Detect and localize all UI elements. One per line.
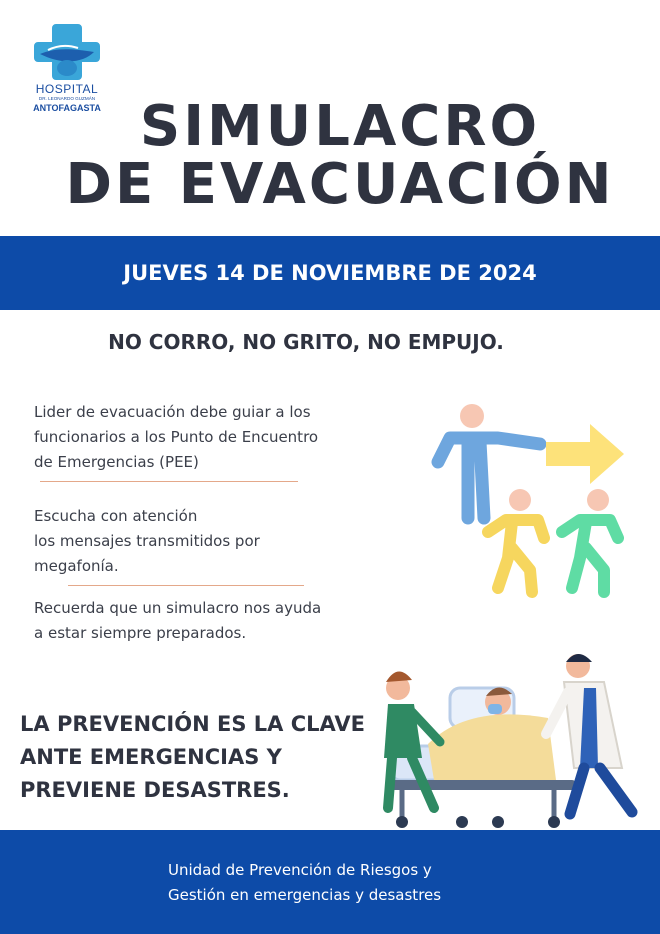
paragraph-line: funcionarios a los Punto de Encuentro <box>34 428 319 446</box>
paragraph-line: Lider de evacuación debe guiar a los <box>34 403 311 421</box>
footer-organization <box>168 858 441 908</box>
logo-hospital-text: HOSPITAL <box>35 82 99 96</box>
logo-subname-text: DR. LEONARDO GUZMÁN <box>38 96 96 101</box>
closing-line: LA PREVENCIÓN ES LA CLAVE <box>20 712 365 736</box>
paragraph-line: a estar siempre preparados. <box>34 624 247 642</box>
page-title-line-2: DE EVACUACIÓN <box>65 152 615 217</box>
paragraph-leader <box>34 400 318 475</box>
patient-transport-illustration <box>378 648 648 832</box>
paragraph-line: Recuerda que un simulacro nos ayuda <box>34 599 322 617</box>
paragraph-line: los mensajes transmitidos por <box>34 532 260 550</box>
slogan-heading: NO CORRO, NO GRITO, NO EMPUJO. <box>108 330 504 354</box>
hospital-cross-icon <box>34 22 100 82</box>
paragraph-line: megafonía. <box>34 557 119 575</box>
paragraph-prepared <box>34 596 321 646</box>
logo-city-text: ANTOFAGASTA <box>33 103 101 113</box>
paragraph-listen <box>34 504 260 579</box>
paragraph-line: Escucha con atención <box>34 507 198 525</box>
divider-line <box>40 481 298 482</box>
divider-line <box>68 585 304 586</box>
footer-line: Unidad de Prevención de Riesgos y <box>168 861 432 879</box>
footer-line: Gestión en emergencias y desastres <box>168 886 442 904</box>
evacuation-figures-illustration <box>428 398 632 608</box>
closing-line: ANTE EMERGENCIAS Y <box>20 745 282 769</box>
closing-statement <box>20 708 365 807</box>
page-title-line-1: SIMULACRO <box>139 94 541 159</box>
paragraph-line: de Emergencias (PEE) <box>34 453 199 471</box>
closing-line: PREVIENE DESASTRES. <box>20 778 290 802</box>
date-banner: JUEVES 14 DE NOVIEMBRE DE 2024 <box>0 236 660 310</box>
